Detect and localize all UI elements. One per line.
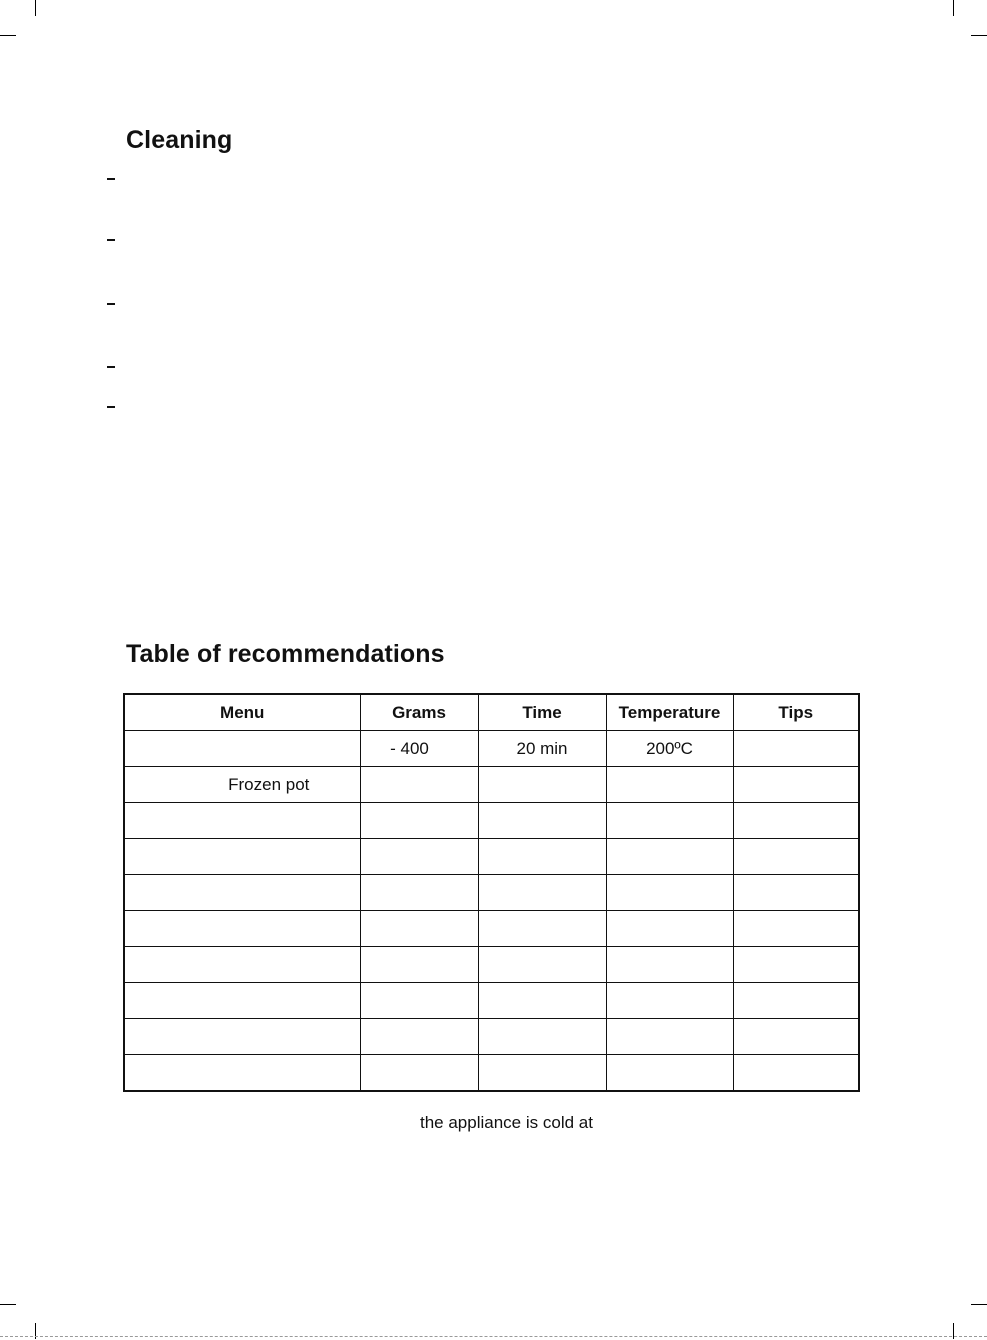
table-row xyxy=(124,731,859,767)
page-bottom-dashed-line xyxy=(0,1336,987,1337)
cell-tips xyxy=(733,1055,859,1092)
header-tips: Tips xyxy=(733,694,859,731)
bullet-dash xyxy=(107,239,115,241)
cell-grams xyxy=(360,947,478,983)
bullet-dash xyxy=(107,303,115,305)
cell-tips xyxy=(733,1019,859,1055)
header-menu: Menu xyxy=(124,694,360,731)
recommendations-table xyxy=(123,693,860,1092)
crop-mark-bottom-right-h xyxy=(971,1304,987,1305)
recommendations-heading: Table of recommendations xyxy=(126,640,445,668)
cell-grams xyxy=(360,983,478,1019)
header-temperature: Temperature xyxy=(606,694,733,731)
cell-time: 20 min xyxy=(478,731,606,767)
cell-tips xyxy=(733,839,859,875)
cell-tips xyxy=(733,983,859,1019)
table-row xyxy=(124,767,859,803)
cell-tips xyxy=(733,911,859,947)
cell-menu xyxy=(124,983,360,1019)
crop-mark-top-left-v xyxy=(35,0,36,16)
cell-menu xyxy=(124,731,360,767)
cell-time xyxy=(478,1055,606,1092)
cell-time xyxy=(478,1019,606,1055)
cell-time xyxy=(478,803,606,839)
cell-temperature xyxy=(606,1019,733,1055)
cell-tips xyxy=(733,803,859,839)
table-row xyxy=(124,911,859,947)
crop-mark-bottom-left-h xyxy=(0,1304,16,1305)
cell-temperature xyxy=(606,839,733,875)
cleaning-heading: Cleaning xyxy=(126,126,233,154)
cell-menu xyxy=(124,911,360,947)
table-footnote: the appliance is cold at xyxy=(420,1113,593,1132)
cell-time xyxy=(478,983,606,1019)
crop-mark-top-right-h xyxy=(971,35,987,36)
table-row xyxy=(124,983,859,1019)
cell-grams xyxy=(360,767,478,803)
cell-grams xyxy=(360,911,478,947)
cell-temperature xyxy=(606,803,733,839)
cell-menu xyxy=(124,1019,360,1055)
table-row xyxy=(124,839,859,875)
cell-time xyxy=(478,875,606,911)
bullet-dash xyxy=(107,406,115,408)
bullet-dash xyxy=(107,178,115,180)
cell-temperature: 200ºC xyxy=(606,731,733,767)
cell-temperature xyxy=(606,1055,733,1092)
table-row xyxy=(124,803,859,839)
header-grams: Grams xyxy=(360,694,478,731)
cell-menu xyxy=(124,875,360,911)
cell-time xyxy=(478,911,606,947)
crop-mark-top-left-h xyxy=(0,35,16,36)
cell-grams xyxy=(360,1055,478,1092)
header-time: Time xyxy=(478,694,606,731)
table-row xyxy=(124,947,859,983)
cell-time xyxy=(478,767,606,803)
cell-temperature xyxy=(606,875,733,911)
cell-menu xyxy=(124,839,360,875)
cell-grams xyxy=(360,1019,478,1055)
cell-time xyxy=(478,947,606,983)
cell-menu xyxy=(124,803,360,839)
cell-temperature xyxy=(606,767,733,803)
cell-temperature xyxy=(606,983,733,1019)
cell-tips xyxy=(733,767,859,803)
table-row xyxy=(124,1055,859,1092)
cell-grams xyxy=(360,875,478,911)
cell-grams: - 400 xyxy=(360,731,478,767)
cell-tips xyxy=(733,875,859,911)
cell-time xyxy=(478,839,606,875)
cell-menu: Frozen pot xyxy=(124,767,360,803)
bullet-dash xyxy=(107,366,115,368)
cell-temperature xyxy=(606,911,733,947)
cell-tips xyxy=(733,731,859,767)
cell-menu xyxy=(124,1055,360,1092)
cell-grams xyxy=(360,839,478,875)
table-row xyxy=(124,875,859,911)
crop-mark-top-right-v xyxy=(953,0,954,16)
cell-grams xyxy=(360,803,478,839)
table-header-row xyxy=(124,694,859,731)
cell-temperature xyxy=(606,947,733,983)
table-row xyxy=(124,1019,859,1055)
cell-menu xyxy=(124,947,360,983)
cell-tips xyxy=(733,947,859,983)
